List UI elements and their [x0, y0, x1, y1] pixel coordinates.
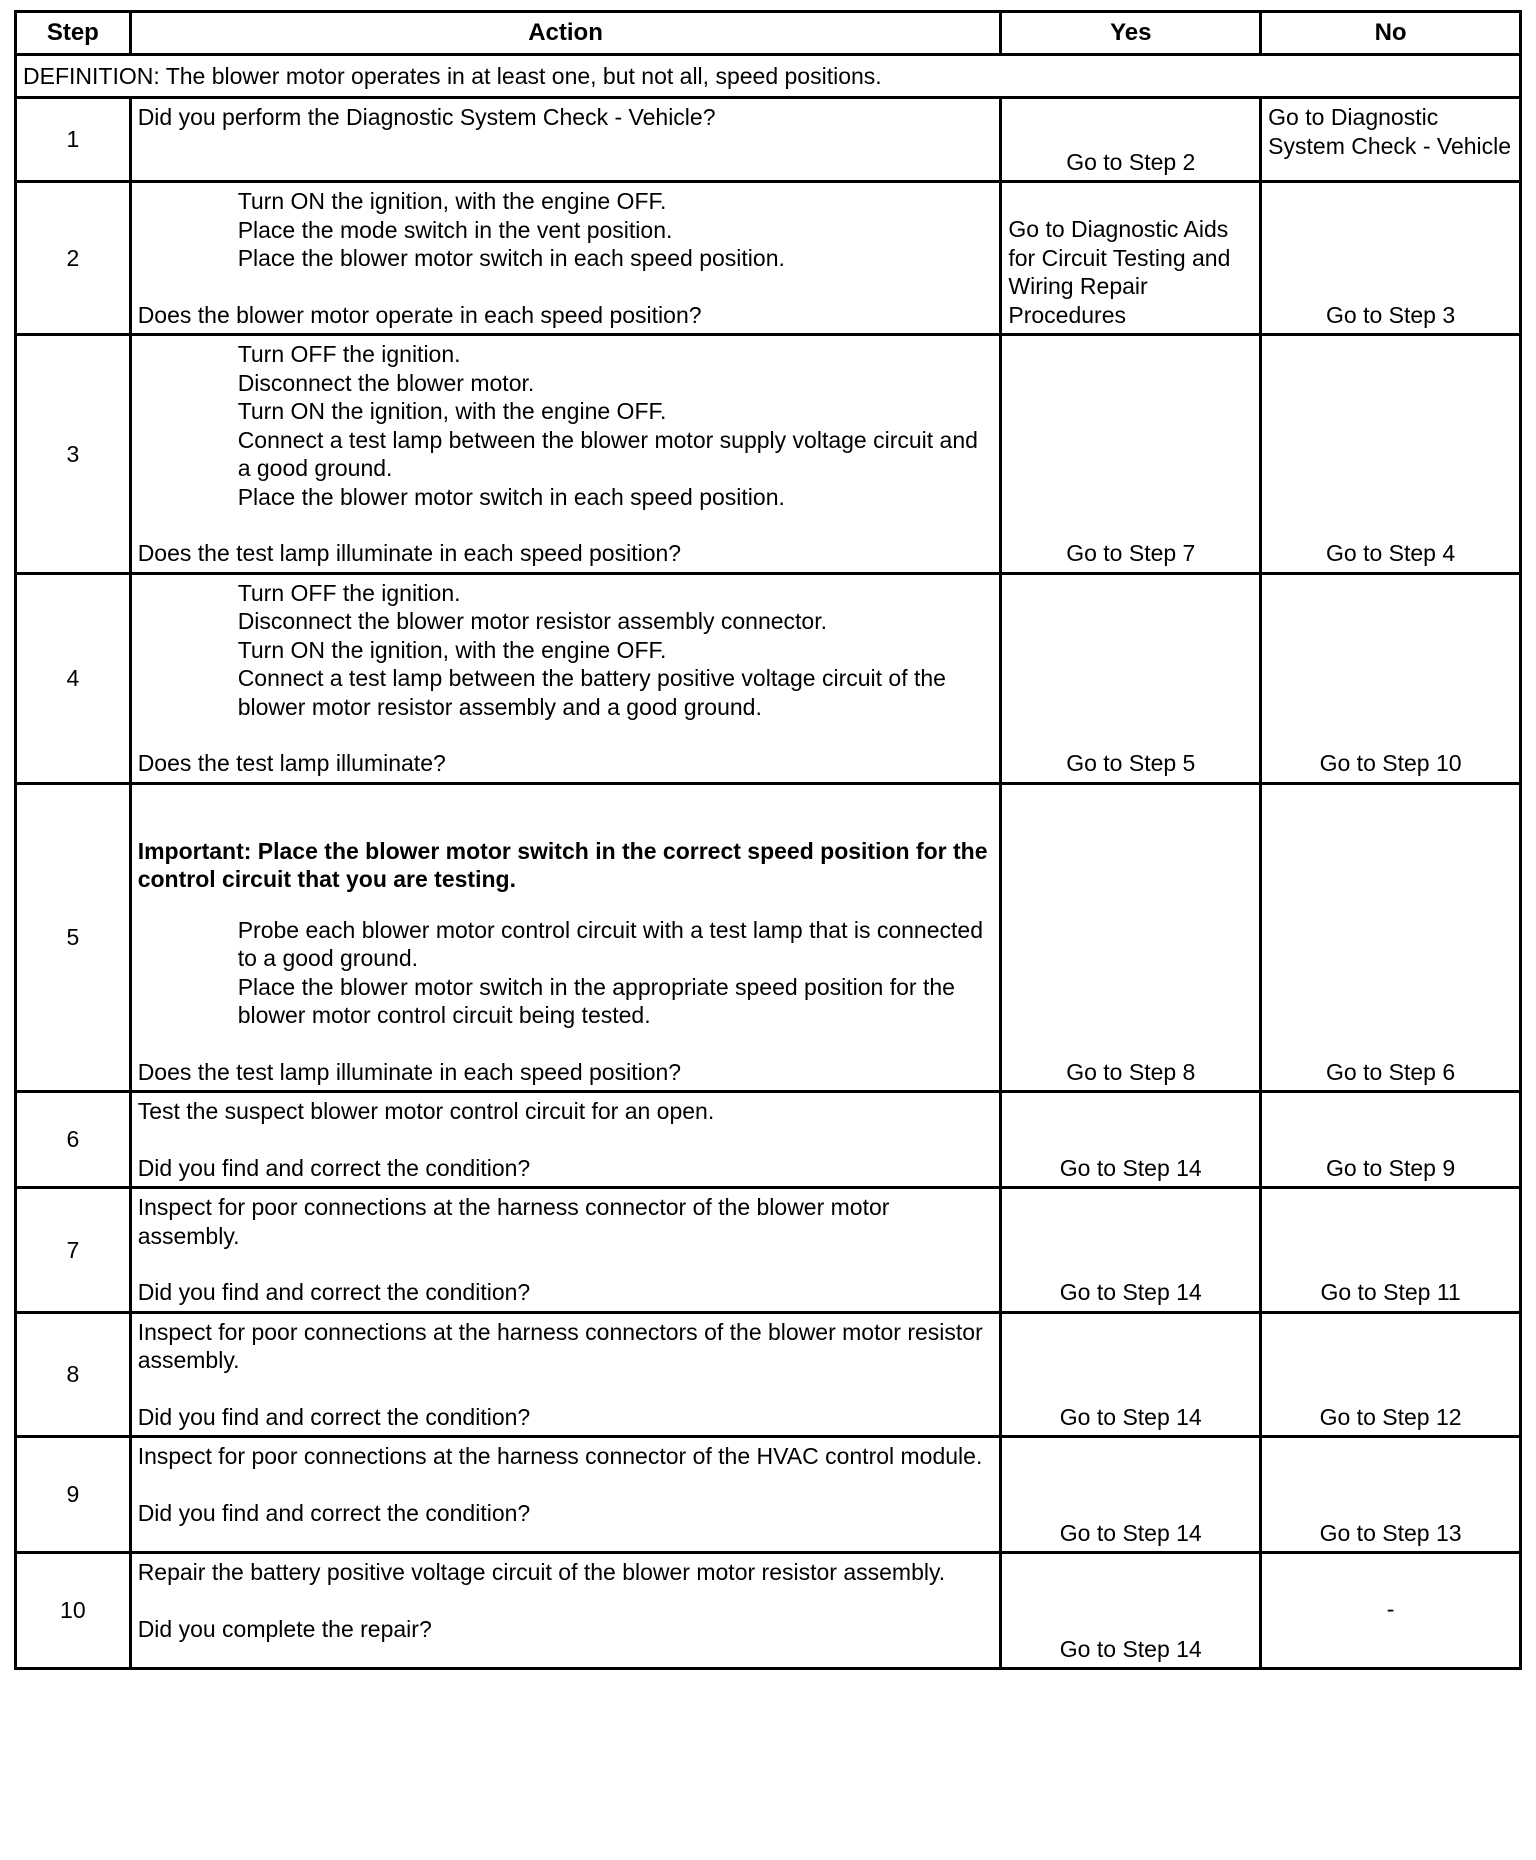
table-row [16, 335, 1521, 574]
action-substep: Disconnect the blower motor resistor assembly connector. [237, 608, 827, 634]
action-substep: Place the blower motor switch in each speed position. [237, 483, 785, 510]
action-substep: Place the blower motor switch in the appropriate speed position for the blower motor control circuit being tested. [237, 973, 955, 1028]
action-intro: Did you perform the Diagnostic System Check - Vehicle? [137, 104, 716, 130]
no-cell: Go to Diagnostic System Check - Vehicle [1261, 98, 1521, 182]
header-yes: Yes [1001, 12, 1261, 55]
table-row [16, 1312, 1521, 1437]
no-cell: Go to Step 4 [1261, 335, 1521, 574]
header-no: No [1261, 12, 1521, 55]
yes-cell: Go to Diagnostic Aids for Circuit Testing and Wiring Repair Procedures [1001, 182, 1261, 335]
table-row [16, 98, 1521, 182]
action-question: Did you complete the repair? [137, 1615, 432, 1642]
action-substep: Probe each blower motor control circuit with a test lamp that is connected to a good ground. [237, 916, 983, 971]
no-cell: Go to Step 6 [1261, 783, 1521, 1092]
step-number: 6 [16, 1092, 131, 1188]
action-intro: Inspect for poor connections at the harness connector of the HVAC control module. [137, 1443, 983, 1469]
action-cell [130, 1092, 1001, 1188]
action-substep: Turn ON the ignition, with the engine OFF. [237, 636, 667, 663]
action-cell [130, 1553, 1001, 1669]
step-number: 7 [16, 1188, 131, 1313]
definition-row [16, 55, 1521, 98]
yes-cell: Go to Step 14 [1001, 1553, 1261, 1669]
action-cell [130, 98, 1001, 182]
action-substep: Place the blower motor switch in each speed position. [237, 245, 785, 271]
step-number: 4 [16, 573, 131, 783]
no-cell: - [1261, 1553, 1521, 1669]
action-question: Did you find and correct the condition? [137, 1403, 531, 1430]
yes-cell: Go to Step 7 [1001, 335, 1261, 574]
action-intro: Inspect for poor connections at the harness connector of the blower motor assembly. [137, 1194, 890, 1249]
diagnostic-table-wrapper [14, 10, 1522, 1670]
yes-cell: Go to Step 14 [1001, 1437, 1261, 1553]
action-substep: Turn ON the ignition, with the engine OFF. [237, 398, 667, 424]
step-number: 9 [16, 1437, 131, 1553]
action-intro: Inspect for poor connections at the harness connectors of the blower motor resistor assembly. [137, 1318, 983, 1373]
table-row [16, 1437, 1521, 1553]
no-cell: Go to Step 11 [1261, 1188, 1521, 1313]
table-row [16, 1553, 1521, 1669]
action-substep: Turn ON the ignition, with the engine OFF. [237, 188, 667, 214]
table-row [16, 573, 1521, 783]
step-number: 1 [16, 98, 131, 182]
action-cell [130, 335, 1001, 574]
step-number: 8 [16, 1312, 131, 1437]
action-question: Did you find and correct the condition? [137, 1154, 531, 1181]
step-number: 5 [16, 783, 131, 1092]
action-substep: Turn OFF the ignition. [237, 341, 461, 367]
action-question: Does the test lamp illuminate? [137, 750, 446, 776]
no-cell: Go to Step 10 [1261, 573, 1521, 783]
action-question: Does the test lamp illuminate in each speed position? [137, 1058, 682, 1085]
step-number: 3 [16, 335, 131, 574]
action-substep: Turn OFF the ignition. [237, 579, 461, 606]
yes-cell: Go to Step 14 [1001, 1312, 1261, 1437]
action-question: Does the blower motor operate in each speed position? [137, 301, 702, 328]
table-row [16, 783, 1521, 1092]
definition-text: DEFINITION: The blower motor operates in at least one, but not all, speed positions. [16, 55, 1521, 98]
action-cell [130, 783, 1001, 1092]
yes-cell: Go to Step 14 [1001, 1092, 1261, 1188]
action-intro: Repair the battery positive voltage circuit of the blower motor resistor assembly. [137, 1559, 946, 1585]
header-row [16, 12, 1521, 55]
table-row [16, 182, 1521, 335]
no-cell: Go to Step 12 [1261, 1312, 1521, 1437]
action-substep: Connect a test lamp between the battery positive voltage circuit of the blower motor resistor assembly and a good ground. [237, 665, 946, 720]
no-cell: Go to Step 13 [1261, 1437, 1521, 1553]
action-question: Does the test lamp illuminate in each speed position? [137, 540, 682, 566]
action-substep: Place the mode switch in the vent position. [237, 216, 673, 243]
action-cell [130, 1188, 1001, 1313]
action-cell [130, 182, 1001, 335]
no-cell: Go to Step 9 [1261, 1092, 1521, 1188]
action-cell [130, 573, 1001, 783]
important-note: Important: Place the blower motor switch in the correct speed position for the control circuit that you are testing. [137, 837, 988, 892]
action-intro: Test the suspect blower motor control circuit for an open. [137, 1098, 715, 1124]
action-substep: Connect a test lamp between the blower motor supply voltage circuit and a good ground. [237, 426, 978, 481]
action-question: Did you find and correct the condition? [137, 1279, 531, 1305]
action-cell [130, 1437, 1001, 1553]
yes-cell: Go to Step 8 [1001, 783, 1261, 1092]
action-cell [130, 1312, 1001, 1437]
table-row [16, 1092, 1521, 1188]
yes-cell: Go to Step 2 [1001, 98, 1261, 182]
header-step: Step [16, 12, 131, 55]
action-substep: Disconnect the blower motor. [237, 369, 535, 396]
yes-cell: Go to Step 14 [1001, 1188, 1261, 1313]
action-question: Did you find and correct the condition? [137, 1499, 531, 1526]
no-cell: Go to Step 3 [1261, 182, 1521, 335]
header-action: Action [130, 12, 1001, 55]
step-number: 2 [16, 182, 131, 335]
diagnostic-table [14, 10, 1522, 1670]
yes-cell: Go to Step 5 [1001, 573, 1261, 783]
table-row [16, 1188, 1521, 1313]
step-number: 10 [16, 1553, 131, 1669]
